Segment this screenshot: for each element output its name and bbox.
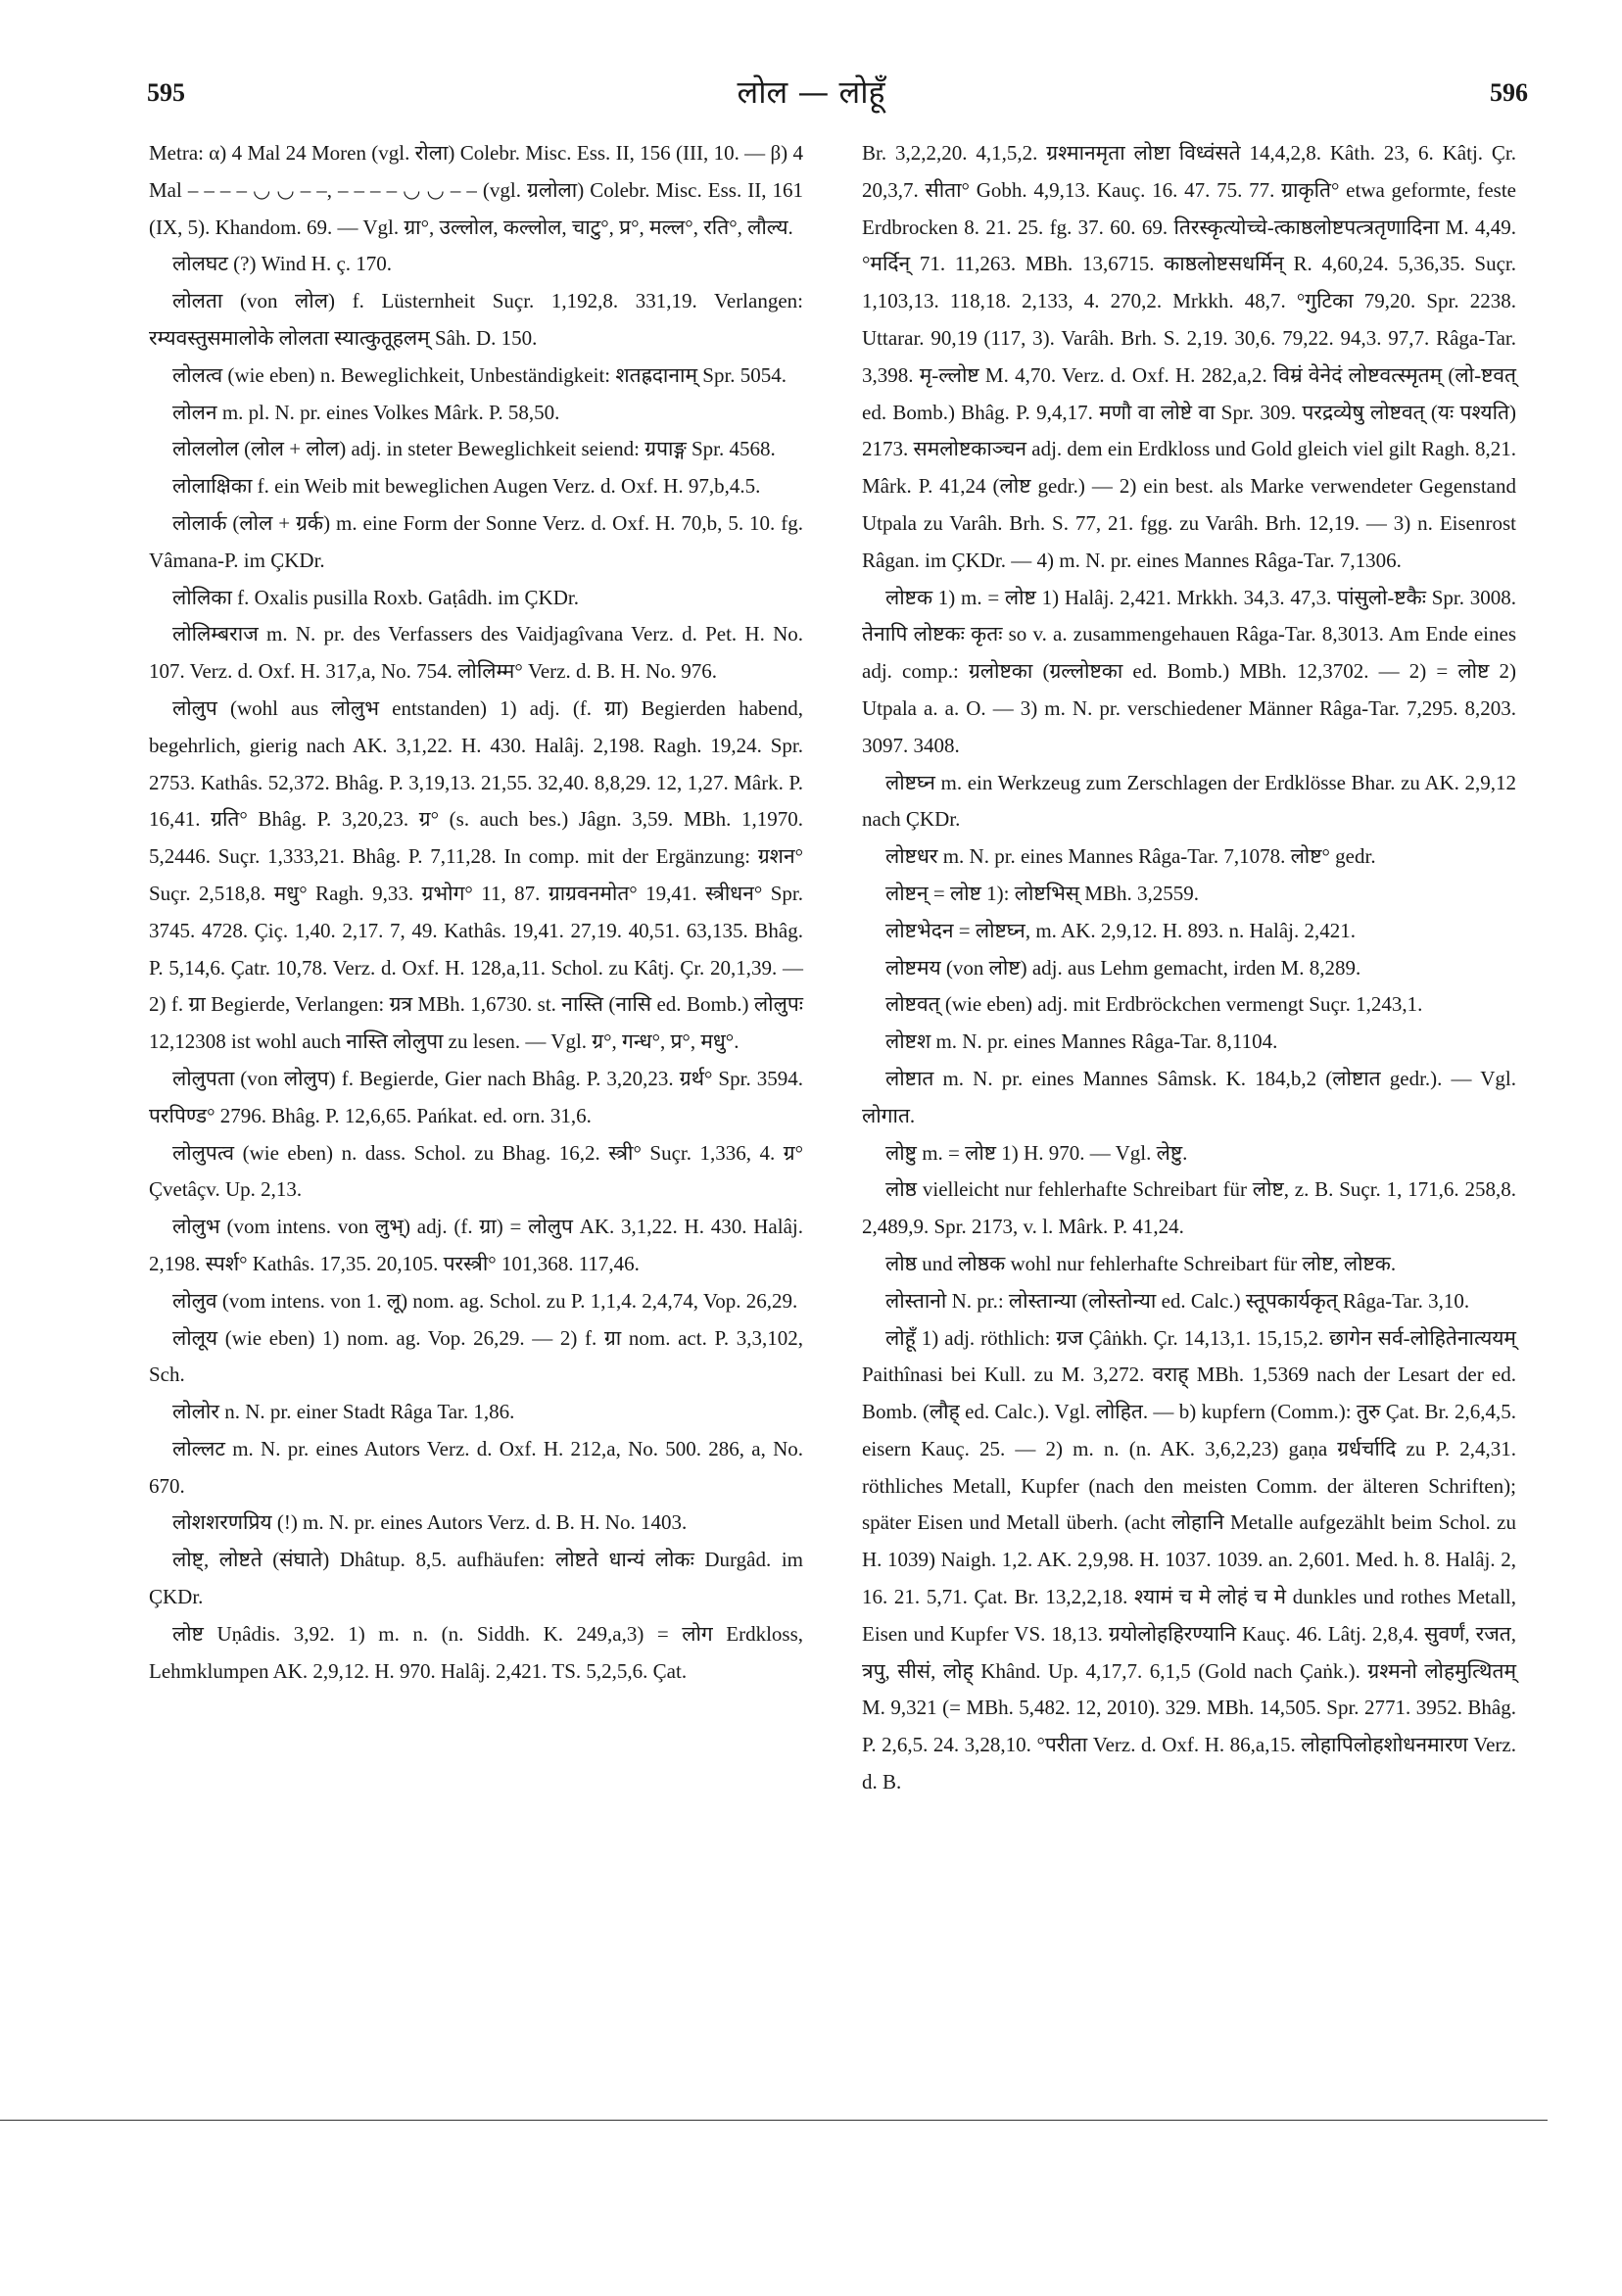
dictionary-entry: लोलत्व (wie eben) n. Beweglichkeit, Unbeständigkeit: शतह्रदानाम् Spr. 5054. [172,362,787,387]
dictionary-entry: लोष्टघ्न m. ein Werkzeug zum Zerschlagen der Erdklösse Bhar. zu AK. 2,9,12 nach ÇKDr. [862,770,1516,832]
dictionary-entry: लोललोल (लोल + लोल) adj. in steter Beweglichkeit seiend: ग्रपाङ्ग Spr. 4568. [172,437,776,461]
dictionary-entry: लोष्टमय (von लोष्ट) adj. aus Lehm gemacht, irden M. 8,289. [885,955,1361,980]
page-number-left: 595 [147,78,185,107]
page-number-right: 596 [1490,78,1528,107]
dictionary-entry: लोष्ट्, लोष्टते (संघाते) Dhâtup. 8,5. aufhäufen: लोष्टते धान्यं लोकः Durgâd. im ÇKDr. [149,1548,803,1609]
dictionary-entry: लोष्ठ vielleicht nur fehlerhafte Schreibart für लोष्ट, z. B. Suçr. 1, 171,6. 258,8. 2,489,9. Spr. 2173, v. l. Mârk. P. 41,24. [862,1177,1516,1239]
dictionary-entry: लोलघट (?) Wind H. ç. 170. [172,252,393,276]
dictionary-entry: लोलिम्बराज m. N. pr. des Verfassers des Vaidjagîvana Verz. d. Pet. H. No. 107. Verz. d. Oxf. H. 317,a, No. 754. लोलिम्म° Verz. d. B. H. No. 976. [149,622,803,684]
dictionary-entry: लोष्टभेदन = लोष्टघ्न, m. AK. 2,9,12. H. 893. n. Halâj. 2,421. [885,918,1356,942]
dictionary-entry: लोष्टश m. N. pr. eines Mannes Râga-Tar. 8,1104. [885,1029,1278,1054]
dictionary-entry: लोलुव (vom intens. von 1. लू) nom. ag. Schol. zu P. 1,1,4. 2,4,74, Vop. 26,29. [172,1288,798,1313]
running-headword: लोल — लोहूँ [737,73,885,111]
left-column [149,135,803,1690]
dictionary-entry: Metra: α) 4 Mal 24 Moren (vgl. रोला) Colebr. Misc. Ess. II, 156 (III, 10. — β) 4 Mal – – – – ◡ ◡ – –, – – – – ◡ ◡ – – (vgl. ग्रलोला) Colebr. Misc. Ess. II, 161 (IX, 5). Khandom. 69. — Vgl. ग्रा°, उल्लोल, कल्लोल, चाटु°, प्र°, मल्ल°, रति°, लौल्य. [149,141,803,239]
dictionary-entry: लोष्ठ und लोष्ठक wohl nur fehlerhafte Schreibart für लोष्ट, लोष्टक. [885,1251,1397,1275]
dictionary-entry: लोलता (von लोल) f. Lüsternheit Suçr. 1,192,8. 331,19. Verlangen: रम्यवस्तुसमालोके लोलता स्यात्कुतूहलम् Sâh. D. 150. [149,289,803,350]
dictionary-entry: लोस्तानो N. pr.: लोस्तान्या (लोस्तोन्या ed. Calc.) स्तूपकार्यकृत् Râga-Tar. 3,10. [885,1288,1470,1313]
dictionary-entry: लोल्लट m. N. pr. eines Autors Verz. d. Oxf. H. 212,a, No. 500. 286, a, No. 670. [149,1436,803,1498]
dictionary-entry: लोष्टधर m. N. pr. eines Mannes Râga-Tar. 7,1078. लोष्ट° gedr. [885,844,1376,869]
dictionary-entry: लोलिका f. Oxalis pusilla Roxb. Gaṭâdh. im ÇKDr. [172,585,579,609]
dictionary-entry: लोलुप (wohl aus लोलुभ entstanden) 1) adj. (f. ग्रा) Begierden habend, begehrlich, gierig nach AK. 3,1,22. H. 430. Halâj. 2,198. Ragh. 19,24. Spr. 2753. Kathâs. 52,372. Bhâg. P. 3,19,13. 21,55. 32,40. 8,8,29. 12, 1,27. Mârk. P. 16,41. ग्रति° Bhâg. P. 3,20,23. ग्र° (s. auch bes.) Jâgn. 3,59. MBh. 1,1970. 5,2446. Suçr. 1,333,21. Bhâg. P. 7,11,28. In comp. mit der Ergänzung: ग्रशन° Suçr. 2,518,8. मधु° Ragh. 9,33. ग्रभोग° 11, 87. ग्राग्रवनमोत° 19,41. स्त्रीधन° Spr. 3745. 4728. Çiç. 1,40. 2,17. 7, 49. Kathâs. 19,41. 27,19. 40,51. 63,135. Bhâg. P. 5,14,6. Çatr. 10,78. Verz. d. Oxf. H. 128,a,11. Schol. zu Kâtj. Çr. 20,1,39. — 2) f. ग्रा Begierde, Verlangen: ग्रत्र MBh. 1,6730. st. नास्ति (नासि ed. Bomb.) लोलुपः 12,12308 ist wohl auch नास्ति लोलुपा zu lesen. — Vgl. ग्र°, गन्ध°, प्र°, मधु°. [149,695,803,1054]
dictionary-entry: लोलुभ (vom intens. von लुभ्) adj. (f. ग्रा) = लोलुप AK. 3,1,22. H. 430. Halâj. 2,198. स्पर्श° Kathâs. 17,35. 20,105. परस्त्री° 101,368. 117,46. [149,1215,803,1275]
dictionary-entry: लोलाक्षिका f. ein Weib mit beweglichen Augen Verz. d. Oxf. H. 97,b,4.5. [172,474,761,499]
footer-rule [0,2120,1548,2121]
dictionary-entry: लोहूँ 1) adj. röthlich: ग्रज Çâṅkh. Çr. 14,13,1. 15,15,2. छागेन सर्व-लोहितेनात्ययम् Paithînasi bei Kull. zu M. 3,272. वराह् MBh. 1,5369 nach der Lesart der ed. Bomb. (लौह् ed. Calc.). Vgl. लोहित. — b) kupfern (Comm.): तुरु Çat. Br. 2,6,4,5. eisern Kauç. 25. — 2) m. n. (n. AK. 3,6,2,23) gaṇa ग्रर्धर्चादि zu P. 2,4,31. röthliches Metall, Kupfer (nach den meisten Comm. der älteren Schriften); später Eisen und Metall überh. (acht लोहानि Metalle aufgezählt beim Schol. zu H. 1039) Naigh. 1,2. AK. 2,9,98. H. 1037. 1039. an. 2,601. Med. h. 8. Halâj. 2, 16. 21. 5,71. Çat. Br. 13,2,2,18. श्यामं च मे लोहं च मे dunkles und rothes Metall, Eisen und Kupfer VS. 18,13. ग्रयोलोहहिरण्यानि Kauç. 46. Lâtj. 2,8,4. सुवर्णं, रजत, त्रपु, सीसं, लोह् Khând. Up. 4,17,7. 6,1,5 (Gold nach Çaṅk.). ग्रश्मनो लोहमुत्थितम् M. 9,321 (= MBh. 5,482. 12, 2010). 329. MBh. 14,505. Spr. 2771. 3952. Bhâg. P. 2,6,5. 24. 3,28,10. °परीता Verz. d. Oxf. H. 86,a,15. लोहापिलोहशोधनमारण Verz. d. B. [862,1325,1516,1794]
dictionary-entry: लोलार्क (लोल + ग्रर्क) m. eine Form der Sonne Verz. d. Oxf. H. 70,b, 5. 10. fg. Vâmana-P. im ÇKDr. [149,510,803,572]
dictionary-entry: लोशशरणप्रिय (!) m. N. pr. eines Autors Verz. d. B. H. No. 1403. [172,1510,688,1535]
dictionary-entry: लोष्टात m. N. pr. eines Mannes Sâmsk. K. 184,b,2 (लोष्टात gedr.). — Vgl. लोगात. [862,1066,1516,1127]
dictionary-entry: Br. 3,2,2,20. 4,1,5,2. ग्रश्मानमृता लोष्टा विध्वंसते 14,4,2,8. Kâth. 23, 6. Kâtj. Çr. 20,3,7. सीता° Gobh. 4,9,13. Kauç. 16. 47. 75. 77. ग्राकृति° etwa geformte, feste Erdbrocken 8. 21. 25. fg. 37. 60. 69. तिरस्कृत्योच्चे-त्काष्ठलोष्टपत्त्रतृणादिना M. 4,49. °मर्दिन् 71. 11,263. MBh. 13,6715. काष्ठलोष्टसधर्मिन् R. 4,60,24. 5,36,35. Suçr. 1,103,13. 118,18. 2,133, 4. 270,2. Mrkkh. 48,7. °गुटिका 79,20. Spr. 2238. Uttarar. 90,19 (117, 3). Varâh. Brh. S. 2,19. 30,6. 79,22. 94,3. 97,7. Râga-Tar. 3,398. मृ-ल्लोष्ट M. 4,70. Verz. d. Oxf. H. 282,a,2. विम्रं वेनेदं लोष्टवत्स्मृतम् (लो-ष्टवत् ed. Bomb.) Bhâg. P. 9,4,17. मणौ वा लोष्टे वा Spr. 309. परद्रव्येषु लोष्टवत् (यः पश्यति) 2173. समलोष्टकाञ्चन adj. dem ein Erdkloss und Gold gleich viel gilt Ragh. 8,21. Mârk. P. 41,24 (लोष्ट gedr.) — 2) ein best. als Marke verwendeter Gegenstand Utpala zu Varâh. Brh. S. 77, 21. fgg. zu Varâh. Brh. 12,19. — 3) n. Eisenrost Râgan. im ÇKDr. — 4) m. N. pr. eines Mannes Râga-Tar. 7,1306. [862,141,1516,572]
dictionary-entry: लोष्टक 1) m. = लोष्ट 1) Halâj. 2,421. Mrkkh. 34,3. 47,3. पांसुलो-ष्टकैः Spr. 3008. तेनापि लोष्टकः कृतः so v. a. zusammengehauen Râga-Tar. 8,3013. Am Ende eines adj. comp.: ग्रलोष्टका (ग्रल्लोष्टका ed. Bomb.) MBh. 12,3702. — 2) = लोष्ट 2) Utpala a. a. O. — 3) m. N. pr. verschiedener Männer Râga-Tar. 7,295. 8,203. 3097. 3408. [862,585,1516,757]
right-column [862,135,1516,1801]
dictionary-entry: लोलोर n. N. pr. einer Stadt Râga Tar. 1,86. [172,1400,515,1424]
dictionary-entry: लोलन m. pl. N. pr. eines Volkes Mârk. P. 58,50. [172,400,560,424]
dictionary-entry: लोष्टु m. = लोष्ट 1) H. 970. — Vgl. लेष्टु. [885,1140,1188,1165]
dictionary-entry: लोष्टवत् (wie eben) adj. mit Erdbröckchen vermengt Suçr. 1,243,1. [885,992,1423,1017]
dictionary-entry: लोष्टन् = लोष्ट 1): लोष्टभिस् MBh. 3,2559. [885,881,1199,905]
dictionary-entry: लोलूय (wie eben) 1) nom. ag. Vop. 26,29. — 2) f. ग्रा nom. act. P. 3,3,102, Sch. [149,1325,803,1387]
dictionary-entry: लोष्ट Uṇâdis. 3,92. 1) m. n. (n. Siddh. K. 249,a,3) = लोग Erdkloss, Lehmklumpen AK. 2,9,12. H. 970. Halâj. 2,421. TS. 5,2,5,6. Çat. [149,1621,803,1683]
dictionary-entry: लोलुपत्व (wie eben) n. dass. Schol. zu Bhag. 16,2. स्त्री° Suçr. 1,336, 4. ग्र° Çvetâçv. Up. 2,13. [149,1140,803,1202]
dictionary-entry: लोलुपता (von लोलुप) f. Begierde, Gier nach Bhâg. P. 3,20,23. ग्रर्थ° Spr. 3594. परपिण्ड° 2796. Bhâg. P. 12,6,65. Pańkat. ed. orn. 31,6. [149,1066,803,1127]
